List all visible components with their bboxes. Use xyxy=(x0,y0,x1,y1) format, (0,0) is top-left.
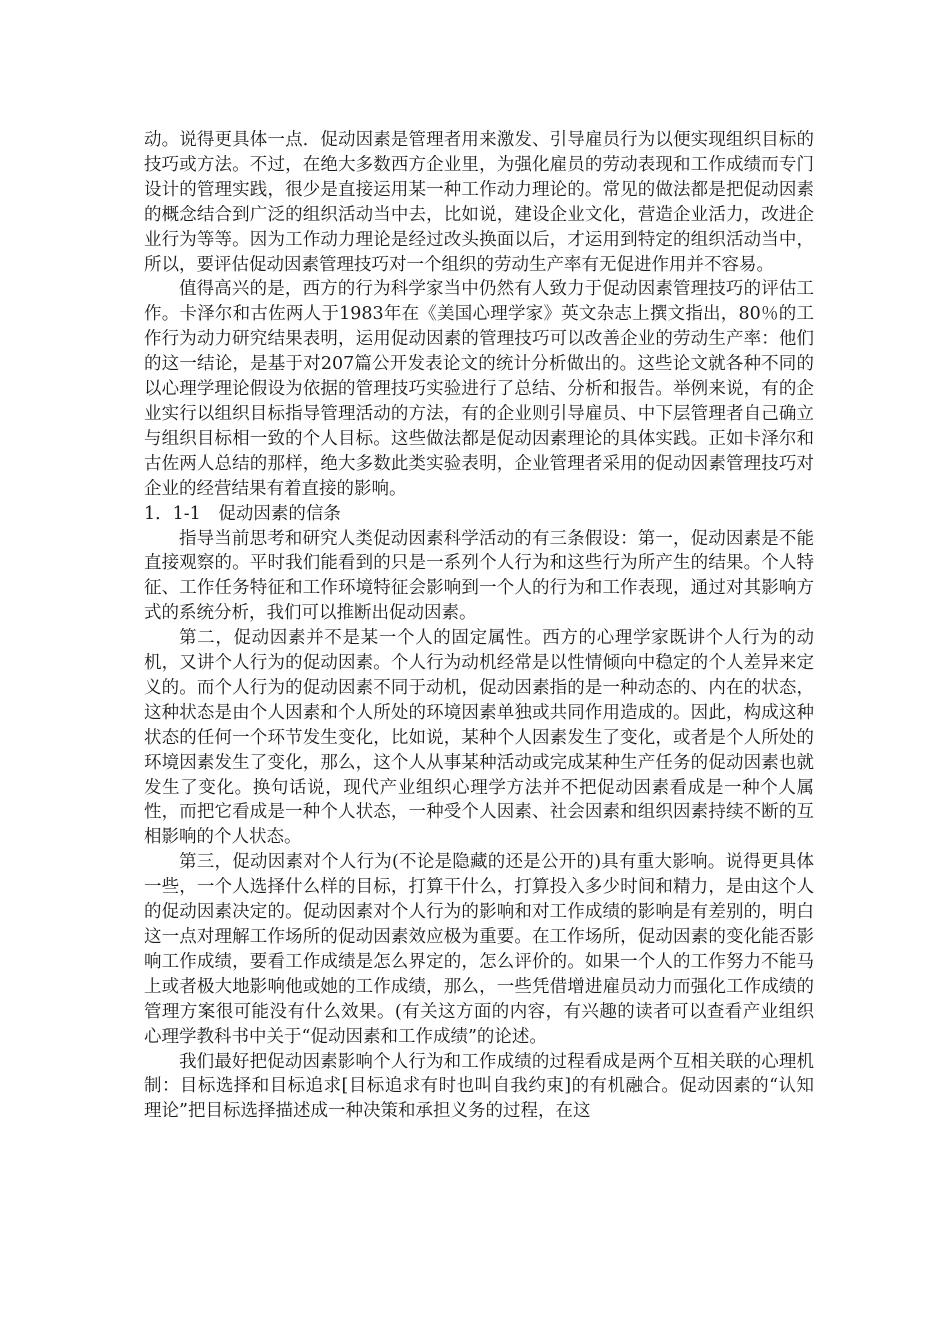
body-text xyxy=(144,128,814,1124)
paragraph-evaluation: 值得高兴的是，西方的行为科学家当中仍然有人致力于促动因素管理技巧的评估工作。卡泽尔和古佐两人于1983年在《美国心理学家》英文杂志上撰文指出，80％的工作行为动力研究结果表明，运用促动因素的管理技巧可以改善企业的劳动生产率：他们的这一结论，是基于对207篇公开发表论文的统计分析做出的。这些论文就各种不同的以心理学理论假设为依据的管理技巧实验进行了总结、分析和报告。举例来说，有的企业实行以组织目标指导管理活动的方法，有的企业则引导雇员、中下层管理者自己确立与组织目标相一致的个人目标。这些做法都是促动因素理论的具体实践。正如卡泽尔和古佐两人总结的那样，绝大多数此类实验表明，企业管理者采用的促动因素管理技巧对企业的经营结果有着直接的影响。 xyxy=(144,279,814,499)
paragraph-assumption-three: 第三，促动因素对个人行为(不论是隐藏的还是公开的)具有重大影响。说得更具体一些，一个人选择什么样的目标，打算干什么，打算投入多少时间和精力，是由这个人的促动因素决定的。促动因素对个人行为的影响和对工作成绩的影响是有差别的，明白这一点对理解工作场所的促动因素效应极为重要。在工作场所，促动因素的变化能否影响工作成绩，要看工作成绩是怎么界定的，怎么评价的。如果一个人的工作努力不能马上或者极大地影响他或她的工作成绩，那么，一些凭借增进雇员动力而强化工作成绩的管理方案很可能没有什么效果。(有关这方面的内容，有兴趣的读者可以查看产业组织心理学教科书中关于“促动因素和工作成绩”的论述。 xyxy=(144,852,814,1047)
paragraph-assumption-two: 第二，促动因素并不是某一个人的固定属性。西方的心理学家既讲个人行为的动机，又讲个人行为的促动因素。个人行为动机经常是以性情倾向中稳定的个人差异来定义的。而个人行为的促动因素不同于动机，促动因素指的是一种动态的、内在的状态，这种状态是由个人因素和个人所处的环境因素单独或共同作用造成的。因此，构成这种状态的任何一个环节发生变化，比如说，某种个人因素发生了变化，或者是个人所处的环境因素发生了变化，那么，这个人从事某种活动或完成某种生产任务的促动因素也就发生了变化。换句话说，现代产业组织心理学方法并不把促动因素看成是一种个人属性，而把它看成是一种个人状态，一种受个人因素、社会因素和组织因素持续不断的互相影响的个人状态。 xyxy=(144,628,814,848)
section-heading: 1．1-1 促动因素的信条 xyxy=(144,503,341,524)
paragraph-assumption-one: 指导当前思考和研究人类促动因素科学活动的有三条假设：第一，促动因素是不能直接观察的。平时我们能看到的只是一系列个人行为和这些行为所产生的结果。个人特征、工作任务特征和工作环境特征会影响到一个人的行为和工作表现，通过对其影响方式的系统分析，我们可以推断出促动因素。 xyxy=(144,528,814,624)
paragraph-continuation: 动。说得更具体一点．促动因素是管理者用来激发、引导雇员行为以便实现组织目标的技巧或方法。不过，在绝大多数西方企业里，为强化雇员的劳动表现和工作成绩而专门设计的管理实践，很少是直接运用某一种工作动力理论的。常见的做法都是把促动因素的概念结合到广泛的组织活动当中去，比如说，建设企业文化，营造企业活力，改进企业行为等等。因为工作动力理论是经过改头换面以后，才运用到特定的组织活动当中，所以，要评估促动因素管理技巧对一个组织的劳动生产率有无促进作用并不容易。 xyxy=(144,130,814,275)
paragraph-mechanisms: 我们最好把促动因素影响个人行为和工作成绩的过程看成是两个互相关联的心理机制：目标选择和目标追求[目标追求有时也叫自我约束]的有机融合。促动因素的“认知理论”把目标选择描述成一种决策和承担义务的过程，在这 xyxy=(144,1051,814,1122)
